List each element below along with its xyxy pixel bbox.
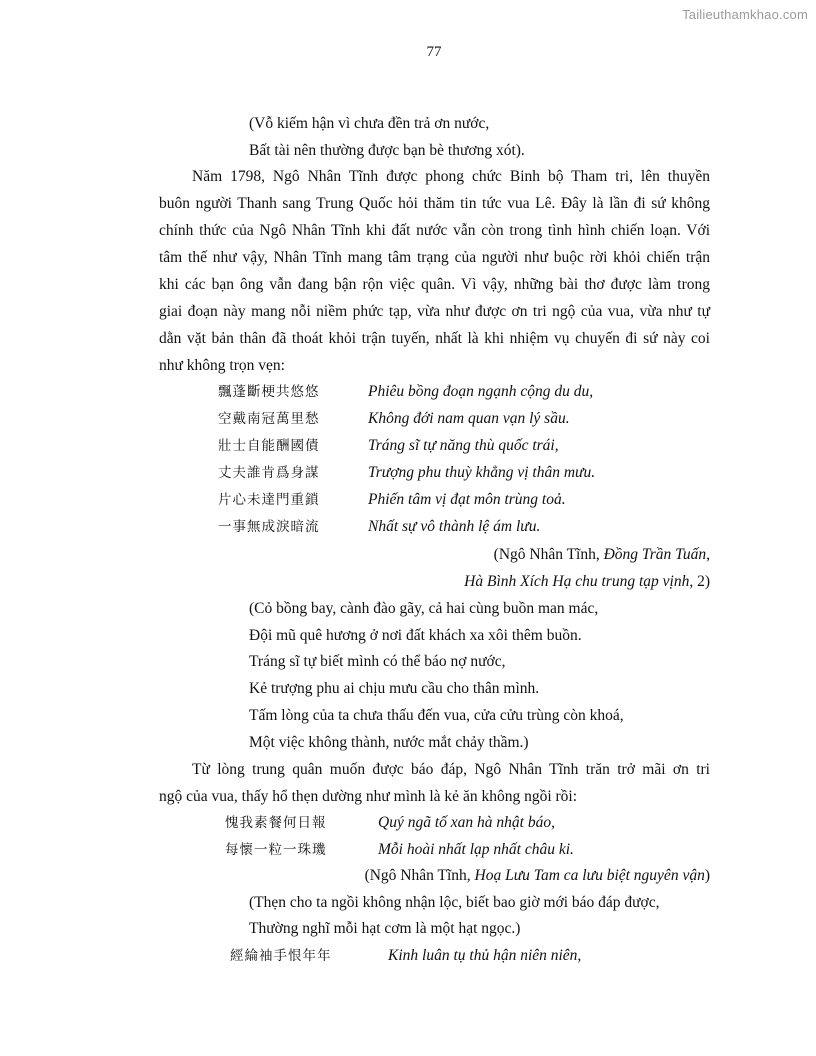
citation-title: Đồng Trần Tuấn, (603, 546, 710, 563)
citation-suffix: , 2) (689, 573, 710, 590)
viet-poem-line: Phiến tâm vị đạt môn trùng toả. (368, 491, 566, 508)
viet-poem-line: Không đới nam quan vạn lý sầu. (368, 410, 570, 427)
translation-line: Tráng sĩ tự biết mình có thể báo nợ nước, (249, 653, 506, 670)
paragraph-line: buôn người Thanh sang Trung Quốc hỏi thăm tin tức vua Lê. Đây là lần đi sứ không (159, 195, 710, 212)
han-poem-line: 愧我素餐何日報 (225, 815, 327, 831)
viet-poem-line: Quý ngã tố xan hà nhật báo, (378, 814, 555, 831)
han-poem-line: 空戴南冠萬里愁 (218, 411, 320, 427)
paragraph-line: tâm thế như vậy, Nhân Tĩnh mang tâm trạng của người như buộc rời khỏi chiến trận (159, 249, 710, 266)
paragraph-line: như không trọn vẹn: (159, 357, 285, 374)
han-poem-line: 丈夫誰肯爲身謀 (218, 465, 320, 481)
translation-line: (Cỏ bồng bay, cành đào gãy, cả hai cùng buồn man mác, (249, 600, 599, 617)
viet-poem-line: Phiêu bồng đoạn ngạnh cộng du du, (368, 383, 594, 400)
translation-line: Tấm lòng của ta chưa thấu đến vua, cửa cửu trùng còn khoá, (249, 707, 624, 724)
translation-line: Kẻ trượng phu ai chịu mưu cầu cho thân mình. (249, 680, 540, 697)
watermark: Tailieuthamkhao.com (682, 7, 808, 22)
verse-line: (Vỗ kiếm hận vì chưa đền trả ơn nước, (249, 115, 490, 132)
paragraph-line: khi các bạn ông vẫn đang bận rộn việc quân. Vì vậy, những bài thơ được làm trong (159, 276, 710, 293)
viet-poem-line: Mỗi hoài nhất lạp nhất châu ki. (378, 841, 574, 858)
paragraph-line: dằn vặt bản thân đã thoát khỏi trận tuyến, nhất là khi nhiệm vụ chuyến đi sứ này coi (159, 330, 710, 347)
han-poem-line: 飄蓬斷梗共悠悠 (218, 384, 320, 400)
citation-author: (Ngô Nhân Tĩnh, (364, 867, 475, 884)
citation-title: Hoạ Lưu Tam ca lưu biệt nguyên vận (474, 867, 705, 884)
citation-title: Hà Bình Xích Hạ chu trung tạp vịnh (464, 573, 690, 590)
viet-poem-line: Tráng sĩ tự năng thù quốc trái, (368, 437, 559, 454)
han-poem-line: 壯士自能酬國債 (218, 438, 320, 454)
verse-line: Bất tài nên thường được bạn bè thương xót). (249, 142, 525, 159)
citation-author: (Ngô Nhân Tĩnh, (493, 546, 604, 563)
page-number: 77 (426, 44, 442, 60)
han-poem-line: 片心未達門重鎖 (218, 492, 320, 508)
citation (494, 545, 710, 565)
translation-line: Thường nghĩ mỗi hạt cơm là một hạt ngọc.) (249, 920, 521, 937)
citation (365, 866, 710, 886)
paragraph-line: chính thức của Ngô Nhân Tĩnh khi đất nước vẫn còn trong tình hình chiến loạn. Với (159, 222, 710, 239)
translation-line: Một việc không thành, nước mắt chảy thầm.) (249, 734, 529, 751)
paragraph-line: giai đoạn này mang nỗi niềm phức tạp, vừa như được ơn tri ngộ của vua, vừa như tự (159, 303, 710, 320)
viet-poem-line: Kinh luân tụ thủ hận niên niên, (388, 947, 582, 964)
paragraph-line: ngộ của vua, thấy hổ thẹn dường như mình là kẻ ăn không ngồi rồi: (159, 788, 578, 805)
han-poem-line: 一事無成淚暗流 (218, 519, 320, 535)
translation-line: (Thẹn cho ta ngồi không nhận lộc, biết bao giờ mới báo đáp được, (249, 894, 660, 911)
viet-poem-line: Nhất sự vô thành lệ ám lưu. (368, 518, 541, 535)
citation-suffix: ) (704, 867, 710, 884)
translation-line: Đội mũ quê hương ở nơi đất khách xa xôi thêm buồn. (249, 627, 582, 644)
citation (464, 572, 710, 592)
paragraph-line: Từ lòng trung quân muốn được báo đáp, Ngô Nhân Tĩnh trăn trở mãi ơn tri (192, 761, 710, 778)
viet-poem-line: Trượng phu thuỳ khẳng vị thân mưu. (368, 464, 596, 481)
paragraph-line: Năm 1798, Ngô Nhân Tĩnh được phong chức Binh bộ Tham tri, lên thuyền (192, 168, 710, 185)
han-poem-line: 經綸袖手恨年年 (230, 948, 332, 964)
han-poem-line: 每懷一粒一珠璣 (225, 842, 327, 858)
